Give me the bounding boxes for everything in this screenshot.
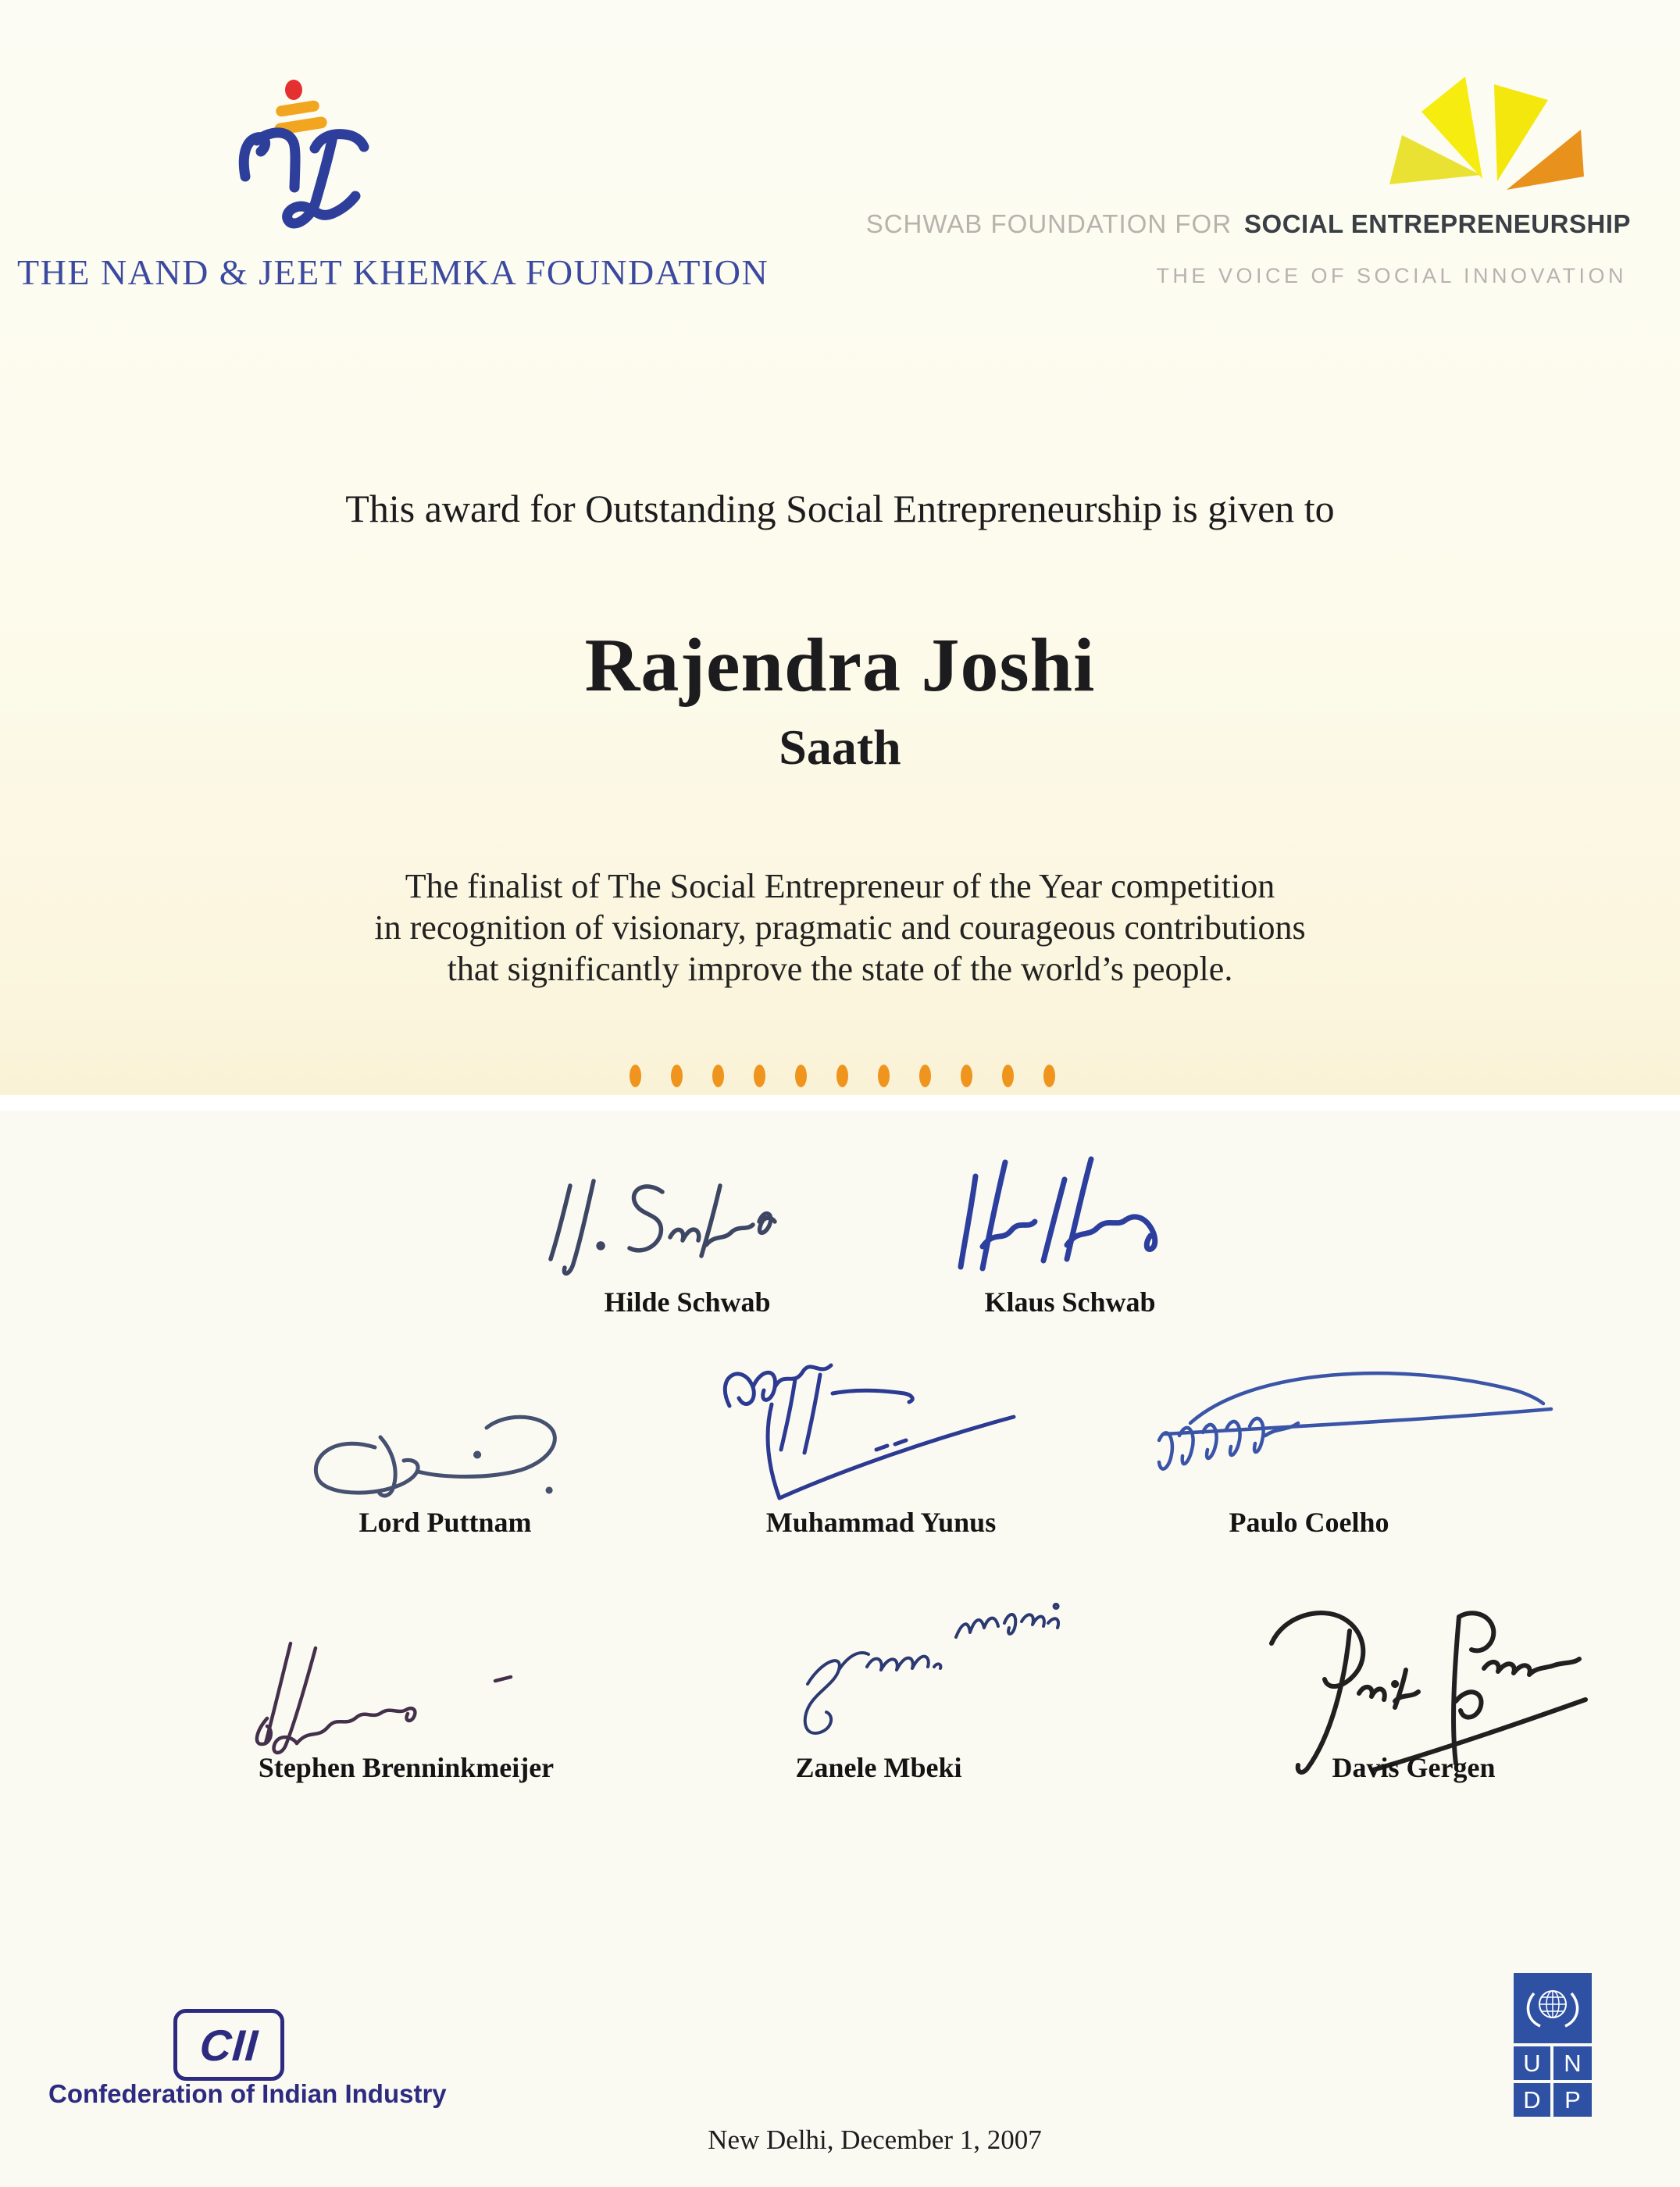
signatory-name-label: Lord Puttnam <box>358 1507 532 1538</box>
undp-letter: U <box>1514 2046 1550 2080</box>
paulo-coelho-signature <box>1142 1361 1556 1497</box>
award-intro-line: This award for Outstanding Social Entrepreneurship is given to <box>345 487 1335 530</box>
citation-text <box>0 865 1680 990</box>
undp-letter: N <box>1553 2046 1592 2080</box>
signatory-name-label: Davis Gergen <box>1332 1752 1496 1783</box>
date-line: New Delhi, December 1, 2007 <box>708 2125 1042 2155</box>
divider-dot <box>754 1065 765 1087</box>
signatory-name-label: Hilde Schwab <box>604 1286 771 1318</box>
undp-letter-grid <box>1514 2046 1592 2117</box>
un-globe-wreath-icon <box>1514 1973 1592 2043</box>
divider-dot <box>712 1065 724 1087</box>
divider-dot <box>795 1065 807 1087</box>
undp-letter: P <box>1553 2083 1592 2117</box>
divider-dot <box>630 1065 641 1087</box>
citation-line: The finalist of The Social Entrepreneur of the Year competition <box>405 867 1275 905</box>
khemka-logo-nj-monogram <box>244 133 364 223</box>
schwab-name-light: SCHWAB FOUNDATION FOR <box>865 209 1232 238</box>
schwab-foundation-logo <box>1382 69 1592 194</box>
stephen-brenninkmeijer-signature <box>244 1626 525 1755</box>
divider-dot <box>1043 1065 1055 1087</box>
citation-line: that significantly improve the state of the world’s people. <box>447 950 1233 988</box>
undp-letter: D <box>1514 2083 1550 2117</box>
divider-dot <box>919 1065 931 1087</box>
davis-gergen-signature <box>1250 1607 1593 1775</box>
citation-line: in recognition of visionary, pragmatic and courageous contributions <box>374 908 1306 947</box>
schwab-foundation-name <box>866 209 1631 239</box>
un-emblem <box>1514 1973 1592 2043</box>
background-white-strip <box>0 1095 1680 1111</box>
signatory-name-label: Klaus Schwab <box>984 1286 1156 1318</box>
zanele-mbeki-signature <box>756 1592 1076 1752</box>
khemka-logo-red-dot <box>285 80 302 100</box>
cii-name: Confederation of Indian Industry <box>48 2079 447 2108</box>
lord-puttnam-signature <box>301 1404 574 1506</box>
schwab-foundation-tagline: THE VOICE OF SOCIAL INNOVATION <box>1156 264 1627 287</box>
schwab-name-bold: SOCIAL ENTREPRENEURSHIP <box>1244 209 1631 238</box>
recipient-organization: Saath <box>779 719 901 775</box>
cii-logo <box>173 2009 284 2081</box>
dots-divider <box>630 1065 1055 1087</box>
khemka-foundation-name: THE NAND & JEET KHEMKA FOUNDATION <box>17 252 769 292</box>
muhammad-yunus-signature <box>679 1358 1047 1507</box>
undp-logo <box>1514 1973 1592 2117</box>
khemka-foundation-logo <box>226 47 398 250</box>
recipient-name: Rajendra Joshi <box>584 623 1096 708</box>
signatory-name-label: Zanele Mbeki <box>795 1752 962 1783</box>
klaus-schwab-signature <box>949 1150 1191 1279</box>
khemka-logo-orange-bar <box>275 100 320 118</box>
divider-dot <box>961 1065 972 1087</box>
divider-dot <box>878 1065 890 1087</box>
signatory-name-label: Muhammad Yunus <box>765 1507 997 1538</box>
signatory-name-label: Stephen Brenninkmeijer <box>258 1752 555 1783</box>
divider-dot <box>671 1065 683 1087</box>
signatory-name-label: Paulo Coelho <box>1229 1507 1389 1538</box>
divider-dot <box>836 1065 848 1087</box>
divider-dot <box>1002 1065 1014 1087</box>
cii-logo-abbr: CII <box>198 2020 260 2070</box>
hilde-schwab-signature <box>539 1165 836 1286</box>
